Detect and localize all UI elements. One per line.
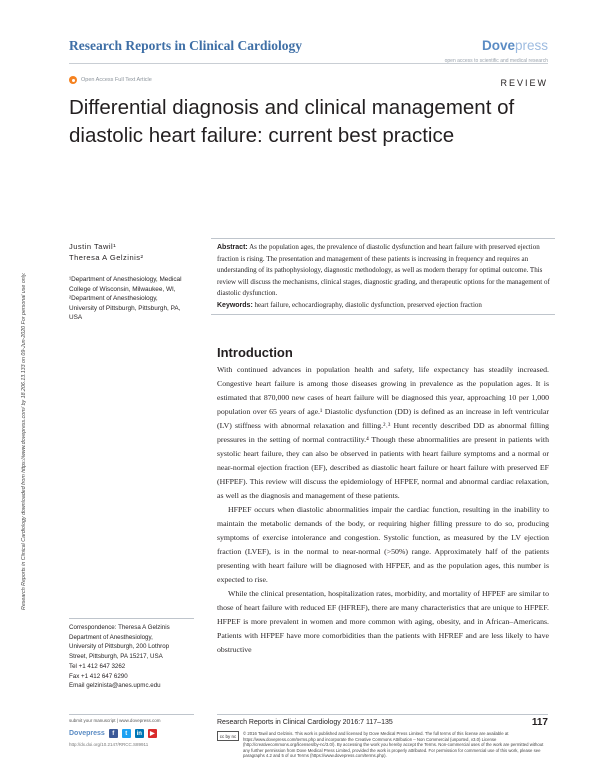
publisher-logo[interactable] (482, 38, 548, 53)
open-access-label: Open Access Full Text Article (81, 77, 152, 83)
journal-title[interactable]: Research Reports in Clinical Cardiology (69, 38, 302, 53)
linkedin-icon[interactable]: in (136, 730, 142, 737)
publisher-tagline: open access to scientific and medical research (444, 58, 548, 64)
facebook-icon[interactable]: f (109, 729, 118, 738)
correspondence-email[interactable]: Email gelzinista@anes.upmc.edu (69, 682, 161, 690)
abstract-label: Abstract: (217, 244, 248, 251)
keywords-label: Keywords: (217, 301, 253, 309)
article-title: Differential diagnosis and clinical management of diastolic heart failure: current best practice (69, 96, 515, 147)
header-rule (69, 63, 548, 64)
publisher-logo-main: Dove (481, 38, 515, 53)
affiliations: ¹Department of Anesthesiology, Medical College of Wisconsin, Milwaukee, WI, ²Department of Anesthesiology, University of Pittsburgh, Pittsburgh, PA, USA (69, 276, 182, 322)
footer-rule-left (69, 714, 194, 715)
doi-link[interactable]: http://dx.doi.org/10.2147/RRCC.S89911 (69, 742, 149, 747)
correspondence-line: Department of Anesthesiology, (69, 633, 153, 641)
open-access-icon (69, 76, 77, 84)
footer-logo[interactable]: Dovepress (69, 730, 105, 737)
page-number: 117 (531, 717, 548, 728)
correspondence-line: Fax +1 412 647 6290 (69, 672, 128, 680)
article-type: REVIEW (500, 78, 548, 88)
author-name: Theresa A Gelzinis² (69, 253, 144, 262)
correspondence-line: Correspondence: Theresa A Gelzinis (69, 624, 170, 631)
youtube-icon[interactable]: ▶ (148, 729, 157, 738)
download-note: Research Reports in Clinical Cardiology downloaded from https://www.dovepress.com/ by 18.206.13.133 on 09-Jun-2020 For personal use only. (21, 272, 27, 610)
author-name: Justin Tawil¹ (69, 242, 117, 251)
license-text: © 2016 Tawil and Gelzinis. This work is published and licensed by Dove Medical Press Limited. The full terms of this license are available at https://www.dovepress.com/terms.php and incorporate the Creative Commons Attribution – Non Commercial (unported, v3.0) License (http://creativecommons.org/licenses/by-nc/3.0/). By accessing the work you hereby accept the Terms. Non-commercial uses of the work are permitted without any further permission from Dove Medical Press Limited, provided the work is properly attributed. For permission for commercial use of this work, please see paragraphs 4.2 and 5 of our Terms (https://www.dovepress.com/terms.php). (243, 731, 544, 759)
correspondence-line: Street, Pittsburgh, PA 15217, USA (69, 653, 163, 661)
footer-citation: Research Reports in Clinical Cardiology 2016:7 117–135 (217, 719, 393, 726)
footer-rule (217, 714, 548, 715)
correspondence-block (69, 618, 194, 691)
cc-license-icon[interactable]: cc by nc (217, 731, 239, 741)
publisher-logo-light: press (514, 38, 548, 53)
paragraph: With continued advances in population health and safety, life expectancy has steadily increased. Congestive heart failure is among those diseases growing in prevalence as the population ages. It is estimated that 870,000 new cases of heart failure will be diagnosed this year, approaching 10 per 1,000 population over 65 years of age.¹ Diastolic dysfunction (DD) is defined as an increase in left ventricular (LV) stiffness with abnormal relaxation and filling.²˒³ Hunt recently described DD as abnormal filling pressures in the setting of normal contractility.⁴ Though these abnormalities are present in patients with systolic heart failure, they can also be observed in patients with heart failure symptoms and a normal or near-normal ejection fraction (EF), described as diastolic heart failure or heart failure with preserved EF (HFPEF). This review will discuss the epidemiology of HFPEF, normal and abnormal cardiac relaxation, as well as the diagnosis and management of these patients. (217, 365, 549, 500)
license-row (217, 731, 549, 759)
correspondence-line: University of Pittsburgh, 200 Lothrop (69, 643, 170, 651)
abstract-text: As the population ages, the prevalence of diastolic dysfunction and heart failure with preserved ejection fraction is rising. The presentation and management of these patients is increasing in frequency and requires an understanding of its pathophysiology, diagnostic methodology, as well as modern therapy for optimal outcome. This review will discuss the mechanisms, clinical stages, diagnostic grading, and therapeutic options for the management of diastolic dysfunction. (217, 243, 550, 297)
keywords-text: heart failure, echocardiography, diastolic dysfunction, preserved ejection fraction (254, 300, 482, 309)
submit-manuscript-link[interactable]: submit your manuscript | www.dovepress.com (69, 718, 161, 723)
twitter-icon[interactable]: t (122, 729, 131, 738)
body-text (217, 363, 549, 657)
open-access-row (69, 76, 152, 84)
paragraph: While the clinical presentation, hospitalization rates, morbidity, and mortality of HFPEF are similar to those of heart failure with reduced EF (HFREF), there are many characteristics that are unique to HFPEF. HFPEF is more prevalent in women and more common with aging, obesity, and in African–Americans. Patients with HFPEF have more comorbidities than the patients with HFREF and are less likely to have obstructive (217, 589, 549, 654)
section-heading: Introduction (217, 345, 293, 360)
paragraph: HFPEF occurs when diastolic abnormalities impair the cardiac function, resulting in the inability to maintain the metabolic demands of the body, or requiring higher filling pressure to do so, producing symptoms of exercise intolerance and congestion. Systolic function, as measured by the LV ejection fraction (LVEF), is in the normal to near-normal (>50%) range. Approximately half of the patients presenting with heart failure will be diagnosed with HFPEF, and as the population ages, this number is expected to rise. (217, 505, 549, 584)
footer-logo-row (69, 729, 157, 738)
abstract-box (211, 238, 555, 315)
correspondence-line: Tel +1 412 647 3262 (69, 662, 126, 670)
author-list (69, 241, 144, 263)
